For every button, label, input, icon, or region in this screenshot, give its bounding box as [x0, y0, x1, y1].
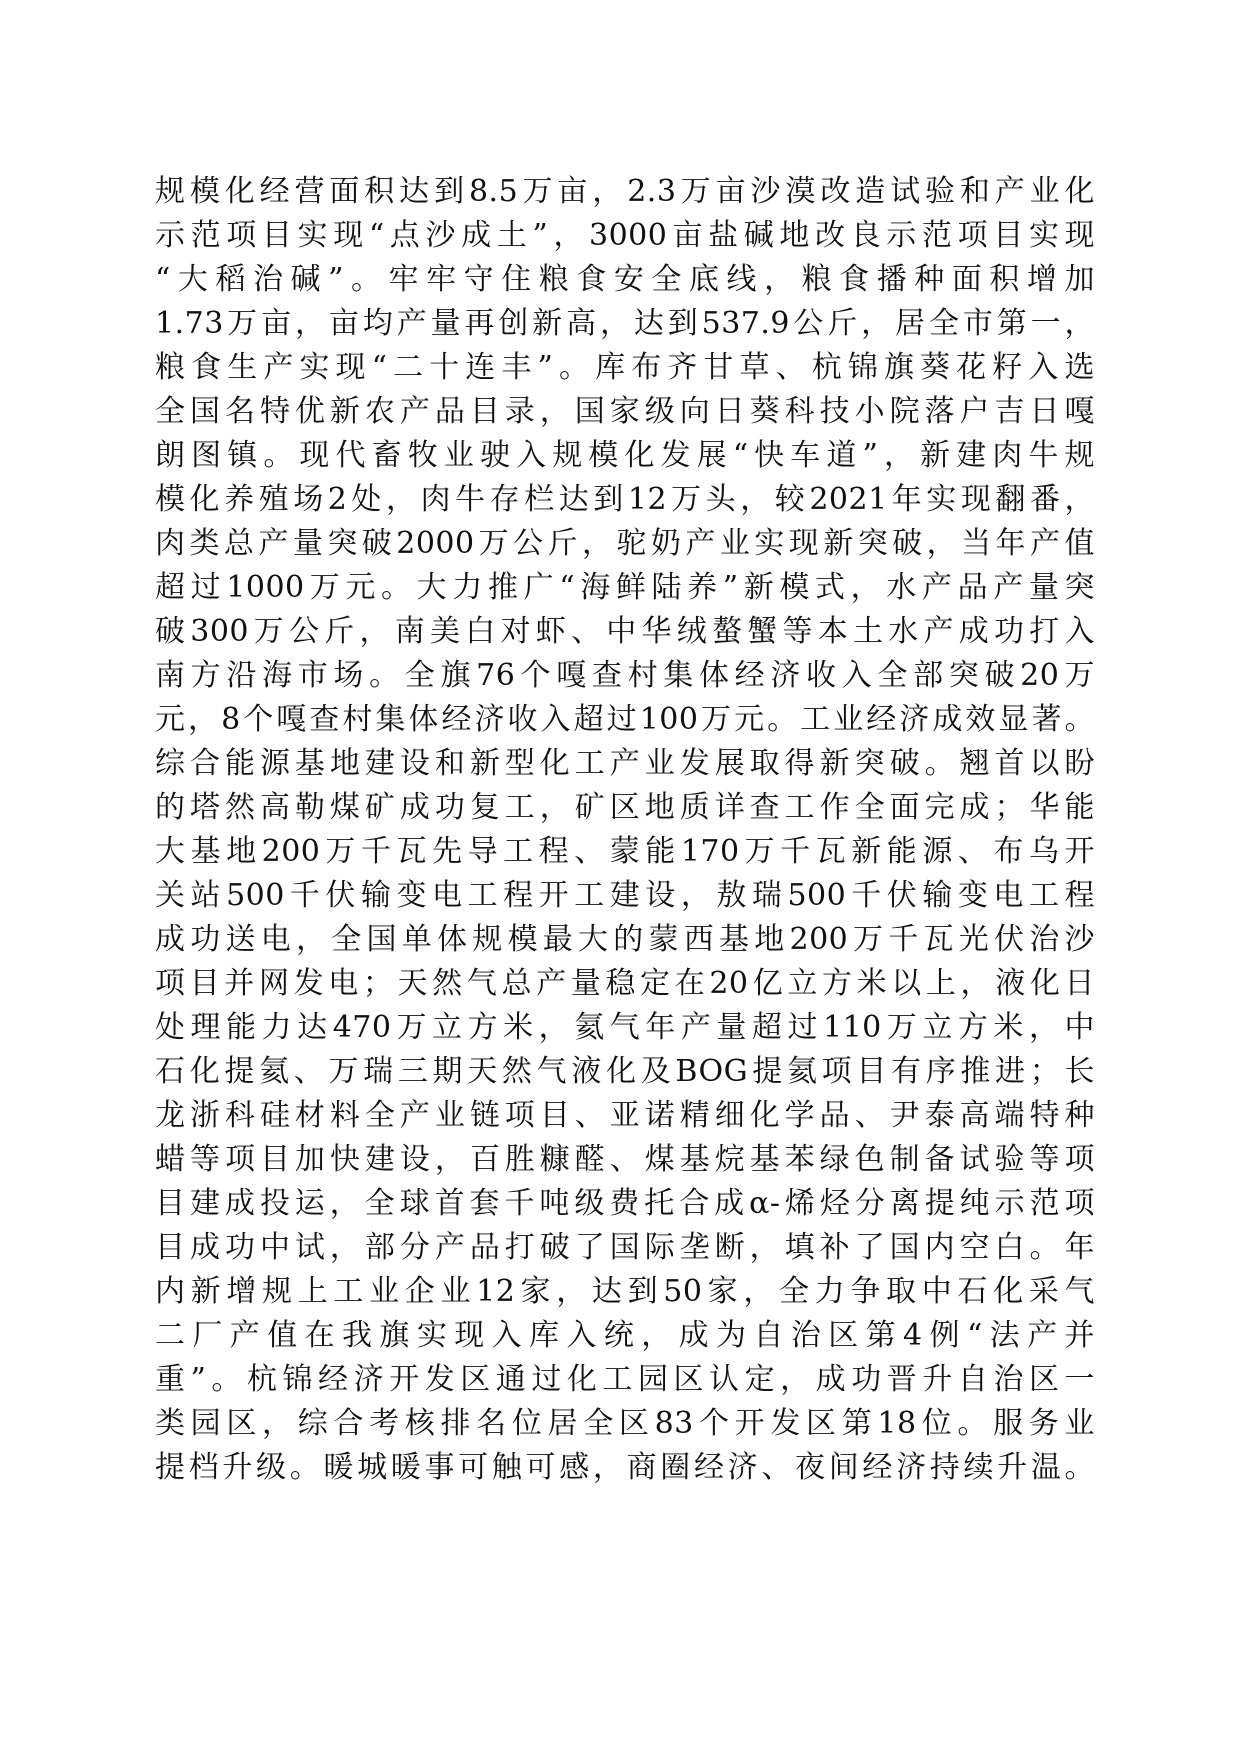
text-line: 元，8个嘎查村集体经济收入超过100万元。工业经济成效显著。 [155, 702, 1095, 737]
text-line: 目成功中试，部分产品打破了国际垄断，填补了国内空白。年 [155, 1230, 1095, 1265]
text-line: 的塔然高勒煤矿成功复工，矿区地质详查工作全面完成；华能 [155, 790, 1095, 825]
text-line: 处理能力达470万立方米，氦气年产量超过110万立方米，中 [155, 1010, 1095, 1045]
text-line: 提档升级。暖城暖事可触可感，商圈经济、夜间经济持续升温。 [155, 1450, 1095, 1485]
text-line: 朗图镇。现代畜牧业驶入规模化发展“快车道”，新建肉牛规 [155, 438, 1095, 473]
text-line: 内新增规上工业企业12家，达到50家，全力争取中石化采气 [155, 1274, 1095, 1309]
text-line: 南方沿海市场。全旗76个嘎查村集体经济收入全部突破20万 [155, 658, 1095, 693]
text-line: 全国名特优新农产品目录，国家级向日葵科技小院落户吉日嘎 [155, 394, 1095, 429]
text-line: 目建成投运，全球首套千吨级费托合成α-烯烃分离提纯示范项 [155, 1186, 1095, 1221]
text-line: 规模化经营面积达到8.5万亩，2.3万亩沙漠改造试验和产业化 [155, 174, 1095, 209]
text-line: 二厂产值在我旗实现入库入统，成为自治区第4例“法产并 [155, 1318, 1095, 1353]
text-line: 关站500千伏输变电工程开工建设，敖瑞500千伏输变电工程 [155, 878, 1095, 913]
text-line: 模化养殖场2处，肉牛存栏达到12万头，较2021年实现翻番， [155, 482, 1095, 517]
text-line: 综合能源基地建设和新型化工产业发展取得新突破。翘首以盼 [155, 746, 1095, 781]
text-line: 粮食生产实现“二十连丰”。库布齐甘草、杭锦旗葵花籽入选 [155, 350, 1095, 385]
text-line: 大基地200万千瓦先导工程、蒙能170万千瓦新能源、布乌开 [155, 834, 1095, 869]
text-line: 1.73万亩，亩均产量再创新高，达到537.9公斤，居全市第一， [155, 306, 1095, 341]
text-line: 重”。杭锦经济开发区通过化工园区认定，成功晋升自治区一 [155, 1362, 1095, 1397]
text-line: 超过1000万元。大力推广“海鲜陆养”新模式，水产品产量突 [155, 570, 1095, 605]
text-line: 肉类总产量突破2000万公斤，驼奶产业实现新突破，当年产值 [155, 526, 1095, 561]
text-line: 示范项目实现“点沙成土”，3000亩盐碱地改良示范项目实现 [155, 218, 1095, 253]
text-line: 项目并网发电；天然气总产量稳定在20亿立方米以上，液化日 [155, 966, 1095, 1001]
text-line: 成功送电，全国单体规模最大的蒙西基地200万千瓦光伏治沙 [155, 922, 1095, 957]
text-line: “大稻治碱”。牢牢守住粮食安全底线，粮食播种面积增加 [155, 262, 1095, 297]
body-paragraph [155, 170, 1095, 1490]
text-line: 龙浙科硅材料全产业链项目、亚诺精细化学品、尹泰高端特种 [155, 1098, 1095, 1133]
text-line: 石化提氦、万瑞三期天然气液化及BOG提氦项目有序推进；长 [155, 1054, 1095, 1089]
text-line: 破300万公斤，南美白对虾、中华绒螯蟹等本土水产成功打入 [155, 614, 1095, 649]
text-line: 类园区，综合考核排名位居全区83个开发区第18位。服务业 [155, 1406, 1095, 1441]
text-line: 蜡等项目加快建设，百胜糠醛、煤基烷基苯绿色制备试验等项 [155, 1142, 1095, 1177]
